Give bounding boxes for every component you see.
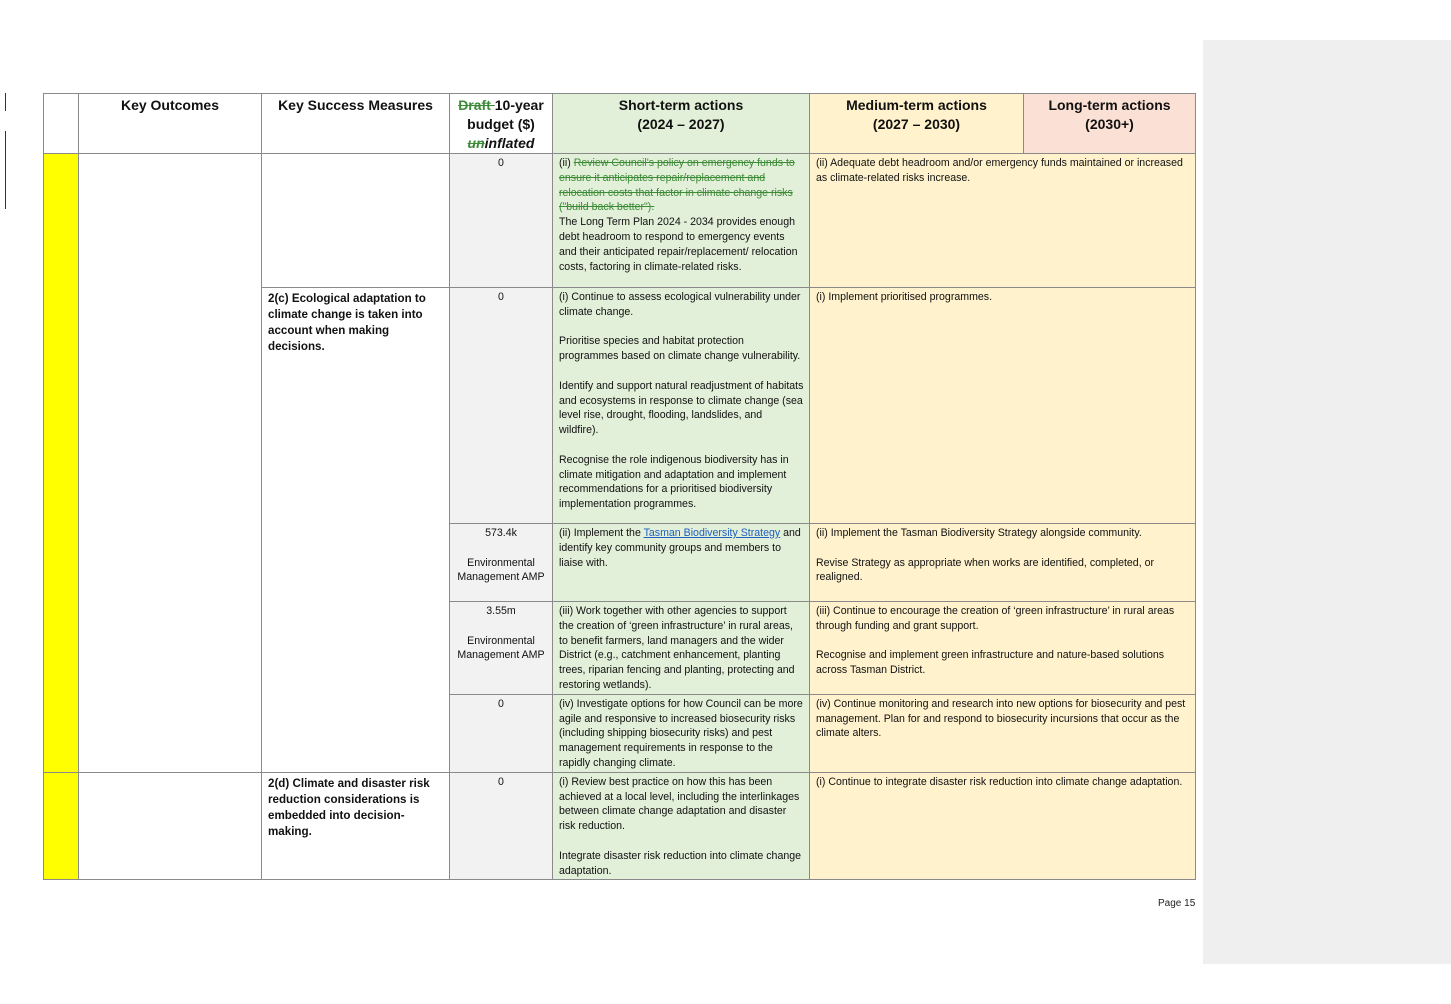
budget-cell [450, 602, 553, 695]
header-blank-cell [44, 94, 79, 154]
header-budget-line2: budget ($) [467, 116, 535, 132]
budget-source: Environmental Management AMP [457, 634, 545, 662]
change-bar-mark [5, 131, 6, 209]
short-term-para: (i) Review best practice on how this has been achieved at a local level, including the interlinkages between climate change adaptation and disaster risk reduction. [559, 775, 800, 833]
header-key-success-measures: Key Success Measures [262, 94, 450, 154]
table-header-row [44, 94, 1196, 154]
medium-long-term-cell: (i) Continue to integrate disaster risk reduction into climate change adaptation. [810, 772, 1196, 880]
medium-term-para: Revise Strategy as appropriate when works are identified, completed, or realigned. [816, 556, 1154, 584]
short-term-prefix: (ii) [559, 157, 574, 169]
short-term-cell [553, 524, 810, 602]
short-term-struck-text: Review Council's policy on emergency funds to ensure it anticipates repair/replacement and relocation costs that factor in climate change risks ("build back better"). [559, 157, 795, 214]
medium-term-para: (ii) Implement the Tasman Biodiversity Strategy alongside community. [816, 527, 1142, 539]
outcome-marker-cell [44, 772, 79, 880]
comments-pane [1203, 40, 1451, 964]
budget-source: Environmental Management AMP [457, 556, 545, 584]
medium-long-term-cell [810, 602, 1196, 695]
header-budget [450, 94, 553, 154]
header-long-line1: Long-term actions [1048, 97, 1171, 113]
header-short-term [553, 94, 810, 154]
budget-amount: 3.55m [486, 605, 516, 617]
short-term-cell [553, 154, 810, 288]
budget-cell [450, 524, 553, 602]
short-term-para: (i) Continue to assess ecological vulnerability under climate change. [559, 291, 801, 318]
medium-term-para: Recognise and implement green infrastructure and nature-based solutions across Tasman District. [816, 649, 1165, 677]
table-row [44, 772, 1196, 880]
short-term-cell: (iv) Investigate options for how Council can be more agile and responsive to increased biosecurity risks (including shipping biosecurity risks) and pest management requirements in response to the rapidly changing climate. [553, 694, 810, 772]
short-term-suffix: and identify key community groups and members to liaise with. [559, 527, 801, 569]
medium-term-para: (iii) Continue to encourage the creation of ‘green infrastructure’ in rural areas through funding and grant support. [816, 605, 1175, 632]
key-outcome-cell [79, 772, 262, 880]
short-term-para: Prioritise species and habitat protection programmes based on climate change vulnerability. [559, 335, 801, 363]
key-outcome-cell [79, 154, 262, 773]
header-long-term [1024, 94, 1196, 154]
header-long-line2: (2030+) [1085, 116, 1134, 132]
short-term-cell: (iii) Work together with other agencies to support the creation of ‘green infrastructure’ in rural areas, to benefit farmers, land managers and the wider District (e.g., catchment enhancement, planting trees, riparian fencing and planting, protecting and restoring wetlands). [553, 602, 810, 695]
outcome-marker-cell [44, 154, 79, 773]
medium-long-term-cell: (i) Implement prioritised programmes. [810, 288, 1196, 524]
medium-long-term-cell [810, 524, 1196, 602]
header-medium-line1: Medium-term actions [846, 97, 987, 113]
measure-cell: 2(c) Ecological adaptation to climate change is taken into account when making decisions. [262, 288, 450, 773]
header-medium-line2: (2027 – 2030) [872, 116, 961, 132]
short-term-para: Identify and support natural readjustment of habitats and ecosystems in response to climate change (sea level rise, drought, flooding, landslides, and wildfire). [559, 379, 804, 437]
action-plan-table [43, 93, 1196, 880]
budget-cell: 0 [450, 288, 553, 524]
short-term-text: The Long Term Plan 2024 - 2034 provides enough debt headroom to respond to emergency events and their anticipated repair/replacement/ relocation costs, factoring in climate-related risks. [559, 216, 798, 273]
short-term-prefix: (ii) Implement the [559, 527, 644, 539]
budget-cell: 0 [450, 694, 553, 772]
short-term-para: Recognise the role indigenous biodiversity has in climate mitigation and adaptation and implement recommendations for a prioritised biodiversity implementation programmes. [559, 453, 789, 511]
medium-long-term-cell: (iv) Continue monitoring and research into new options for biosecurity and pest management. Plan for and respond to biosecurity incursions that occur as the climate alters. [810, 694, 1196, 772]
measure-cell: 2(d) Climate and disaster risk reduction considerations is embedded into decision-making. [262, 772, 450, 880]
medium-long-term-cell: (ii) Adequate debt headroom and/or emergency funds maintained or increased as climate-related risks increase. [810, 154, 1196, 288]
tasman-biodiversity-strategy-link[interactable]: Tasman Biodiversity Strategy [643, 527, 781, 539]
short-term-cell [553, 288, 810, 524]
header-short-line2: (2024 – 2027) [637, 116, 725, 132]
header-budget-struck: Draft [458, 97, 495, 113]
header-key-outcomes: Key Outcomes [79, 94, 262, 154]
header-short-line1: Short-term actions [618, 97, 744, 113]
short-term-para: Integrate disaster risk reduction into climate change adaptation. [559, 849, 802, 877]
header-budget-line3: inflated [484, 135, 535, 151]
budget-amount: 573.4k [485, 527, 517, 539]
measure-cell [262, 154, 450, 288]
budget-cell: 0 [450, 772, 553, 880]
header-medium-term [810, 94, 1024, 154]
page-number: Page 15 [1158, 898, 1196, 909]
short-term-cell [553, 772, 810, 880]
header-budget-un-struck: un [467, 135, 485, 151]
text-cursor-mark [5, 93, 6, 111]
budget-cell: 0 [450, 154, 553, 288]
table-row [44, 154, 1196, 288]
header-budget-line1: 10-year [494, 97, 544, 113]
